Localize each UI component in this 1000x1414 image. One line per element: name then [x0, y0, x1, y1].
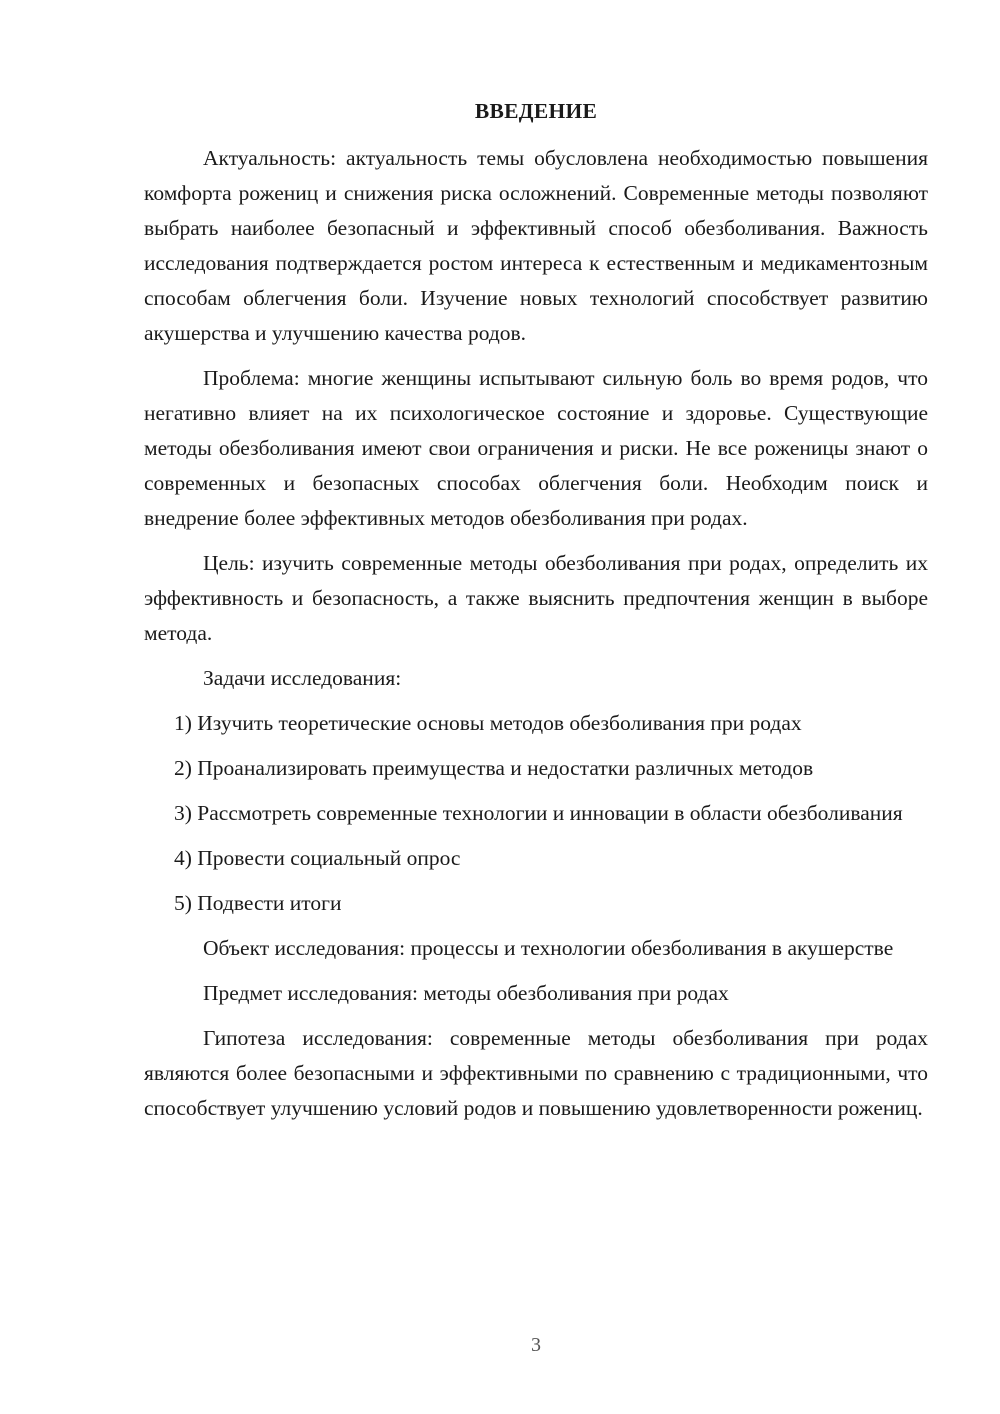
tasks-heading: Задачи исследования:: [203, 666, 402, 690]
task-item-2: 2) Проанализировать преимущества и недостатки различных методов: [174, 756, 814, 780]
task-item-5: 5) Подвести итоги: [174, 891, 342, 915]
hypothesis-paragraph: Гипотеза исследования: современные методы обезболивания при родах являются более безопасными и эффективными по сравнению с традиционными, что способствует улучшению условий родов и повышению удовлетворенности рожениц.: [144, 1026, 928, 1120]
task-item-4: 4) Провести социальный опрос: [174, 846, 461, 870]
tasks-list: [144, 706, 928, 921]
page-content: [144, 96, 928, 1136]
goal-paragraph: Цель: изучить современные методы обезболивания при родах, определить их эффективность и безопасность, а также выяснить предпочтения женщин в выборе метода.: [144, 551, 928, 645]
task-item-3: 3) Рассмотреть современные технологии и инновации в области обезболивания: [174, 801, 903, 825]
task-item-1: 1) Изучить теоретические основы методов обезболивания при родах: [174, 711, 802, 735]
subject-paragraph: Предмет исследования: методы обезболивания при родах: [203, 981, 729, 1005]
page-title: ВВЕДЕНИЕ: [474, 99, 598, 123]
object-paragraph: Объект исследования: процессы и технологии обезболивания в акушерстве: [203, 936, 894, 960]
page-number: 3: [531, 1334, 541, 1356]
problem-paragraph: Проблема: многие женщины испытывают сильную боль во время родов, что негативно влияет на их психологическое состояние и здоровье. Существующие методы обезболивания имеют свои ограничения и риски. Не все роженицы знают о современных и безопасных способах облегчения боли. Необходим поиск и внедрение более эффективных методов обезболивания при родах.: [144, 366, 928, 530]
relevance-paragraph: Актуальность: актуальность темы обусловлена необходимостью повышения комфорта рожениц и снижения риска осложнений. Современные методы позволяют выбрать наиболее безопасный и эффективный способ обезболивания. Важность исследования подтверждается ростом интереса к естественным и медикаментозным способам облегчения боли. Изучение новых технологий способствует развитию акушерства и улучшению качества родов.: [144, 146, 928, 345]
